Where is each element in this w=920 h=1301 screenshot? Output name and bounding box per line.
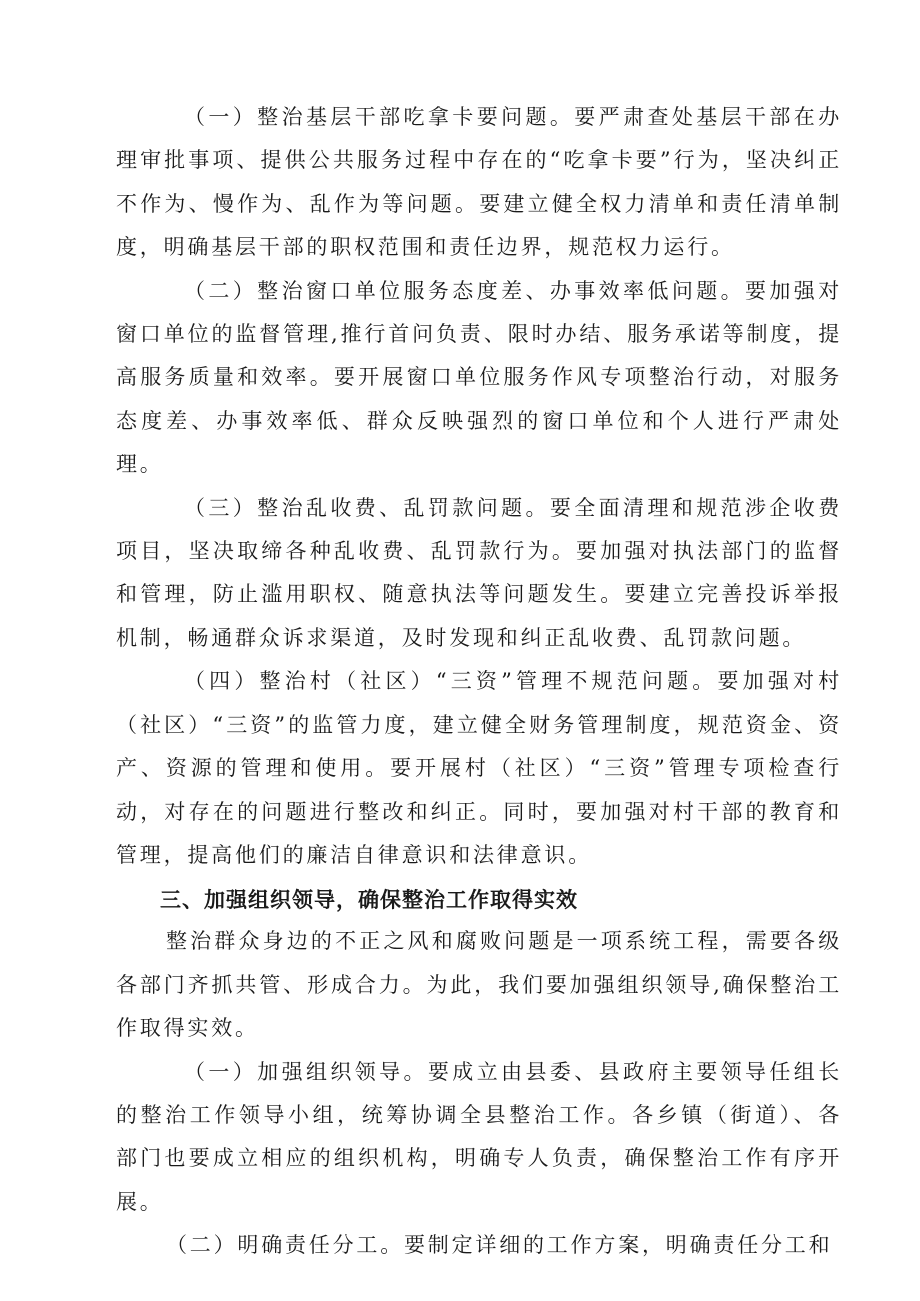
- paragraph-clarify-responsibilities: （二）明确责任分工。要制定详细的工作方案，明确责任分工和: [166, 1233, 833, 1258]
- document-page: [116, 96, 842, 1268]
- paragraph-section-intro: 整治群众身边的不正之风和腐败问题是一项系统工程，需要各级各部门齐抓共管、形成合力。为此，我们要加强组织领导,确保整治工作取得实效。: [116, 929, 842, 1041]
- paragraph-rectify-cadre-extortion: （一）整治基层干部吃拿卡要问题。要严肃查处基层干部在办理审批事项、提供公共服务过程中存在的“吃拿卡要”行为，坚决纠正不作为、慢作为、乱作为等问题。要建立健全权力清单和责任清单制度，明确基层干部的职权范围和责任边界，规范权力运行。: [116, 105, 842, 260]
- paragraph-strengthen-leadership: （一）加强组织领导。要成立由县委、县政府主要领导任组长的整治工作领导小组，统筹协调全县整治工作。各乡镇（街道）、各部门也要成立相应的组织机构，明确专人负责，确保整治工作有序开展。: [116, 1059, 842, 1214]
- paragraph-rectify-arbitrary-fees: （三）整治乱收费、乱罚款问题。要全面清理和规范涉企收费项目，坚决取缔各种乱收费、乱罚款行为。要加强对执法部门的监督和管理，防止滥用职权、随意执法等问题发生。要建立完善投诉举报机制，畅通群众诉求渠道，及时发现和纠正乱收费、乱罚款问题。: [116, 495, 842, 650]
- paragraph-rectify-service-windows: （二）整治窗口单位服务态度差、办事效率低问题。要加强对窗口单位的监督管理,推行首问负责、限时办结、服务承诺等制度，提高服务质量和效率。要开展窗口单位服务作风专项整治行动，对服务态度差、办事效率低、群众反映强烈的窗口单位和个人进行严肃处理。: [116, 278, 842, 477]
- section-heading-organizational-leadership: 三、加强组织领导，确保整治工作取得实效: [160, 888, 578, 913]
- paragraph-rectify-three-assets: （四）整治村（社区）“三资”管理不规范问题。要加强对村（社区）“三资”的监管力度，建立健全财务管理制度，规范资金、资产、资源的管理和使用。要开展村（社区）“三资”管理专项检查行动，对存在的问题进行整改和纠正。同时，要加强对村干部的教育和管理，提高他们的廉洁自律意识和法律意识。: [116, 669, 842, 867]
